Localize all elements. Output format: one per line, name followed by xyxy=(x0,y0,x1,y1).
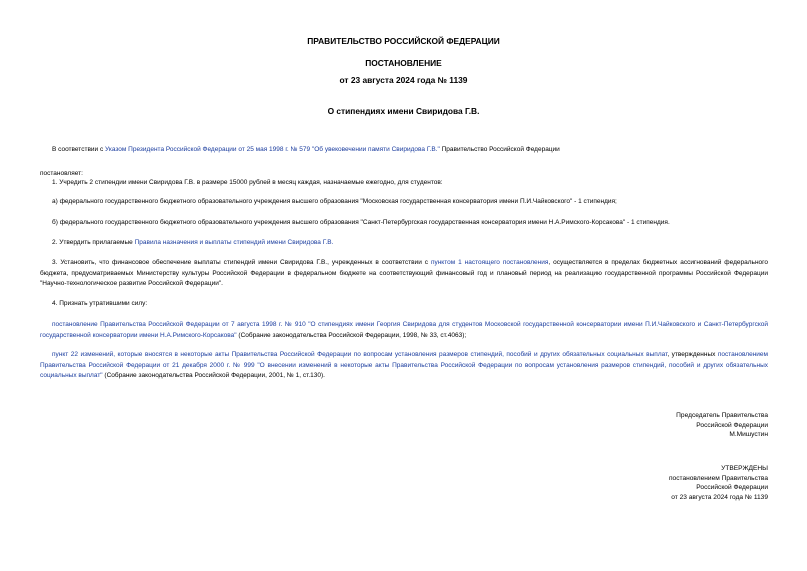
approval-heading: УТВЕРЖДЕНЫ xyxy=(721,465,768,472)
item-4a-paragraph xyxy=(40,320,768,341)
item-1a-paragraph: а) федерального государственного бюджетного образовательного учреждения высшего образования "Московская государственная консерватория имени П.И.Чайковского" - 1 стипендия; xyxy=(52,198,617,205)
preamble-text-end: Правительство Российской Федерации xyxy=(439,146,560,153)
decree-word: постановляет: xyxy=(40,170,83,177)
signature-block xyxy=(560,411,768,440)
item-2-paragraph xyxy=(40,238,768,249)
rules-link[interactable]: Правила назначения и выплаты стипендий имени Свиридова Г.В. xyxy=(134,239,334,246)
item-4-paragraph: 4. Признать утратившими силу: xyxy=(52,300,148,307)
item-1-paragraph: 1. Учредить 2 стипендии имени Свиридова Г.В. в размере 15000 рублей в месяц каждая, назначаемые ежегодно, для студентов: xyxy=(52,179,443,186)
changes-item-22-link[interactable]: пункт 22 изменений, которые вносятся в некоторые акты Правительства Российской Федерации по вопросам установления размеров стипендий, пособий и других обязательных социальных выплат xyxy=(52,351,668,358)
approval-block xyxy=(560,464,768,502)
resolution-910-link[interactable]: постановление Правительства Российской Федерации от 7 августа 1998 г. № 910 "О стипендиях имени Георгия Свиридова для студентов Московской государственной консерватории имени П.И.Чайковского и Санкт-Петербургской государственной консерватории имени Н.А.Римского-Корсакова" xyxy=(40,321,768,339)
item-4b-text-middle: , утвержденных xyxy=(667,351,718,358)
item-1b-paragraph: б) федерального государственного бюджетного образовательного учреждения высшего образования "Санкт-Петербургская государственная консерватория имени Н.А.Римского-Корсакова" - 1 стипендия. xyxy=(52,219,670,226)
item-1-reference-link[interactable]: пунктом 1 настоящего постановления xyxy=(430,259,549,266)
item-3-text-end: , осуществляется в пределах бюджетных ассигнований федерального бюджета, предусматриваемых Министерству культуры Российской Федерации в федеральном бюджете на соответствующий финансовый год и плановый период на реализацию государственной программы Российской Федерации "Научно-технологическое развитие Российской Федерации". xyxy=(40,259,768,287)
item-3-text: 3. Установить, что финансовое обеспечение выплаты стипендий имени Свиридова Г.В., учрежденных в соответствии с xyxy=(52,259,431,266)
document-type-heading: ПОСТАНОВЛЕНИЕ xyxy=(365,58,442,68)
resolution-999-link[interactable]: постановлением Правительства Российской Федерации от 21 декабря 2000 г. № 999 "О внесении изменений в некоторые акты Правительства Российской Федерации по вопросам установления размеров стипендий, пособий и других обязательных социальных выплат" xyxy=(40,351,768,379)
item-4a-text-end: (Собрание законодательства Российской Федерации, 1998, № 33, ст.4063); xyxy=(236,331,467,339)
item-3-paragraph xyxy=(40,258,768,290)
approval-country: Российской Федерации xyxy=(696,484,768,492)
government-heading: ПРАВИТЕЛЬСТВО РОССИЙСКОЙ ФЕДЕРАЦИИ xyxy=(307,36,500,46)
preamble-paragraph xyxy=(40,145,768,156)
document-title: О стипендиях имени Свиридова Г.В. xyxy=(327,106,480,116)
item-4b-text-end: (Собрание законодательства Российской Федерации, 2001, № 1, ст.130). xyxy=(102,372,325,379)
item-4b-paragraph xyxy=(40,350,768,382)
item-2-text: 2. Утвердить прилагаемые xyxy=(52,239,135,246)
document-date-number: от 23 августа 2024 года № 1139 xyxy=(339,75,468,85)
preamble-text: В соответствии с xyxy=(52,146,106,153)
signature-position: Председатель Правительства xyxy=(676,412,768,419)
signature-name: М.Мишустин xyxy=(729,431,768,439)
approval-resolution: постановлением Правительства xyxy=(668,474,768,482)
president-decree-link[interactable]: Указом Президента Российской Федерации от 25 мая 1998 г. № 579 "Об увековечении памяти Свиридова Г.В." xyxy=(105,146,440,153)
signature-country: Российской Федерации xyxy=(696,421,768,429)
approval-date-number: от 23 августа 2024 года № 1139 xyxy=(671,493,768,501)
